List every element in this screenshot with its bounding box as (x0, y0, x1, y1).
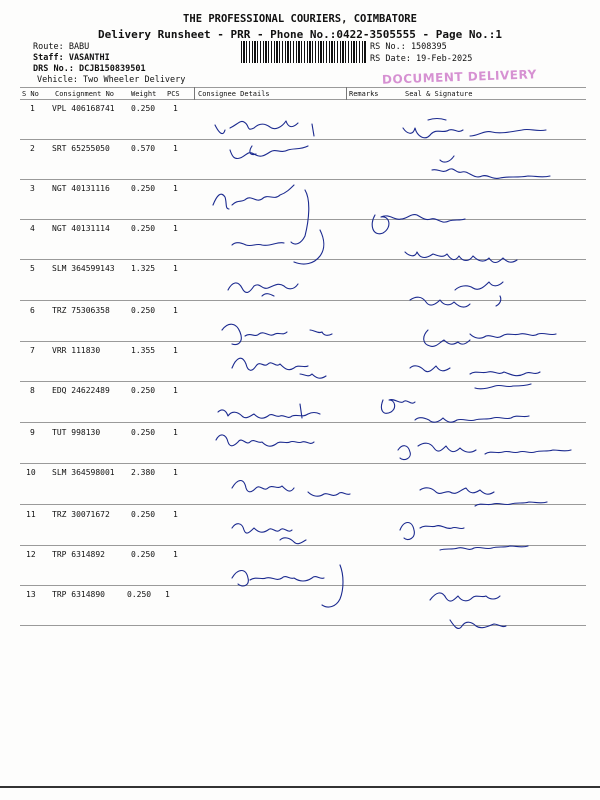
cell-weight: 0.250 (127, 590, 152, 599)
route-label: Route: BABU (33, 42, 90, 52)
cell-weight: 2.380 (131, 468, 156, 477)
rs-date: RS Date: 19-Feb-2025 (370, 54, 473, 64)
col-header-consignee: Consignee Details (198, 90, 270, 98)
cell-pcs: 1 (173, 144, 178, 153)
cell-pcs: 1 (173, 428, 178, 437)
col-header-remarks: Remarks (349, 90, 379, 98)
page-bottom-edge (0, 786, 600, 788)
cell-weight: 1.355 (131, 346, 156, 355)
staff-label: Staff: VASANTHI (33, 53, 110, 63)
cell-consignment-no: NGT 40131114 (52, 224, 110, 233)
cell-consignment-no: SLM 364599143 (52, 264, 115, 273)
cell-sno: 10 (26, 468, 36, 477)
cell-sno: 3 (30, 184, 35, 193)
cell-consignment-no: TUT 998130 (52, 428, 101, 437)
cell-sno: 1 (30, 104, 35, 113)
cell-sno: 6 (30, 306, 35, 315)
cell-pcs: 1 (173, 104, 178, 113)
cell-consignment-no: SRT 65255050 (52, 144, 110, 153)
drs-number: DRS No.: DCJB150839501 (33, 64, 146, 74)
cell-sno: 5 (30, 264, 35, 273)
cell-sno: 11 (26, 510, 36, 519)
cell-consignment-no: TRP 6314892 (52, 550, 105, 559)
cell-weight: 0.250 (131, 224, 156, 233)
cell-weight: 0.250 (131, 510, 156, 519)
rs-number: RS No.: 1508395 (370, 42, 447, 52)
cell-sno: 12 (26, 550, 36, 559)
cell-sno: 2 (30, 144, 35, 153)
cell-weight: 0.250 (131, 104, 156, 113)
cell-consignment-no: NGT 40131116 (52, 184, 110, 193)
cell-pcs: 1 (173, 510, 178, 519)
col-header-consignment: Consignment No (55, 90, 115, 98)
cell-pcs: 1 (173, 386, 178, 395)
cell-weight: 0.250 (131, 306, 156, 315)
document-delivery-stamp: DOCUMENT DELIVERY (381, 67, 537, 87)
col-header-weight: Weight (131, 90, 157, 98)
cell-consignment-no: EDQ 24622489 (52, 386, 110, 395)
cell-consignment-no: VRR 111830 (52, 346, 101, 355)
cell-weight: 0.250 (131, 428, 156, 437)
cell-consignment-no: TRP 6314890 (52, 590, 105, 599)
col-header-pcs: PCS (167, 90, 180, 98)
cell-sno: 13 (26, 590, 36, 599)
cell-weight: 0.250 (131, 386, 156, 395)
cell-pcs: 1 (173, 306, 178, 315)
cell-weight: 1.325 (131, 264, 156, 273)
company-title: THE PROFESSIONAL COURIERS, COIMBATORE (183, 13, 417, 25)
cell-pcs: 1 (173, 346, 178, 355)
cell-consignment-no: TRZ 75306358 (52, 306, 110, 315)
cell-consignment-no: TRZ 30071672 (52, 510, 110, 519)
vehicle-label: Vehicle: Two Wheeler Delivery (37, 75, 186, 85)
cell-consignment-no: SLM 364598001 (52, 468, 115, 477)
cell-pcs: 1 (165, 590, 170, 599)
cell-pcs: 1 (173, 224, 178, 233)
cell-sno: 9 (30, 428, 35, 437)
col-header-seal-signature: Seal & Signature (405, 90, 473, 98)
cell-weight: 0.570 (131, 144, 156, 153)
cell-sno: 4 (30, 224, 35, 233)
cell-consignment-no: VPL 406168741 (52, 104, 115, 113)
cell-pcs: 1 (173, 264, 178, 273)
cell-sno: 8 (30, 386, 35, 395)
runsheet-subtitle: Delivery Runsheet - PRR - Phone No.:0422-3505555 - Page No.:1 (98, 28, 502, 41)
cell-pcs: 1 (173, 550, 178, 559)
cell-weight: 0.250 (131, 550, 156, 559)
cell-sno: 7 (30, 346, 35, 355)
cell-pcs: 1 (173, 468, 178, 477)
col-header-sno: S No (22, 90, 39, 98)
cell-weight: 0.250 (131, 184, 156, 193)
cell-pcs: 1 (173, 184, 178, 193)
